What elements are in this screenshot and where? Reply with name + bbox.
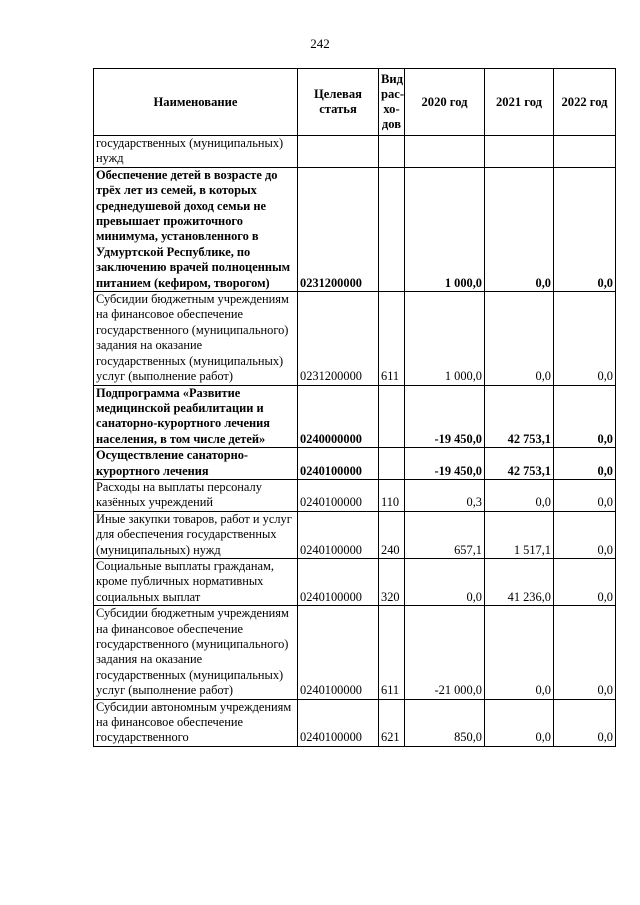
row-2020: -19 450,0 (405, 385, 485, 448)
row-2020: -19 450,0 (405, 448, 485, 480)
row-2021: 0,0 (485, 292, 554, 385)
row-name: Расходы на выплаты персоналу казённых учреждений (94, 479, 298, 511)
row-target-code (298, 136, 379, 168)
row-2020: -21 000,0 (405, 606, 485, 699)
row-name: Субсидии автономным учреждениям на финансовое обеспечение государственного (94, 699, 298, 746)
row-expense-kind (379, 136, 405, 168)
row-2022 (554, 136, 616, 168)
row-target-code: 0240100000 (298, 479, 379, 511)
row-expense-kind: 110 (379, 479, 405, 511)
row-target-code: 0231200000 (298, 167, 379, 291)
budget-table (93, 68, 616, 747)
row-target-code: 0240100000 (298, 511, 379, 558)
table-row (94, 167, 616, 291)
row-expense-kind: 621 (379, 699, 405, 746)
table-row (94, 511, 616, 558)
row-2022: 0,0 (554, 511, 616, 558)
row-2020: 657,1 (405, 511, 485, 558)
row-expense-kind (379, 448, 405, 480)
row-2020: 1 000,0 (405, 167, 485, 291)
table-row (94, 136, 616, 168)
row-2020: 850,0 (405, 699, 485, 746)
row-2020 (405, 136, 485, 168)
page-number: 242 (310, 36, 330, 51)
table-row (94, 292, 616, 385)
row-target-code: 0240100000 (298, 448, 379, 480)
row-2022: 0,0 (554, 558, 616, 605)
table-header-row (94, 69, 616, 136)
row-expense-kind: 320 (379, 558, 405, 605)
row-2022: 0,0 (554, 385, 616, 448)
table-row (94, 385, 616, 448)
row-name: Субсидии бюджетным учреждениям на финансовое обеспечение государственного (муниципального) задания на оказание государственных (муниципальных) услуг (выполнение работ) (94, 292, 298, 385)
table-row (94, 558, 616, 605)
row-name: Осуществление санаторно-курортного лечения (94, 448, 298, 480)
row-2021: 0,0 (485, 606, 554, 699)
row-2021 (485, 136, 554, 168)
header-target-article: Целевая статья (298, 69, 379, 136)
table-row (94, 479, 616, 511)
row-name: Социальные выплаты гражданам, кроме публичных нормативных социальных выплат (94, 558, 298, 605)
row-2020: 0,3 (405, 479, 485, 511)
row-name: Субсидии бюджетным учреждениям на финансовое обеспечение государственного (муниципального) задания на оказание государственных (муниципальных) услуг (выполнение работ) (94, 606, 298, 699)
row-target-code: 0240100000 (298, 558, 379, 605)
row-2020: 1 000,0 (405, 292, 485, 385)
row-target-code: 0240100000 (298, 606, 379, 699)
row-expense-kind: 240 (379, 511, 405, 558)
row-expense-kind (379, 167, 405, 291)
row-2022: 0,0 (554, 292, 616, 385)
row-name: Обеспечение детей в возрасте до трёх лет из семей, в которых среднедушевой доход семьи не превышает прожиточного минимума, установленного в Удмуртской Республике, по заключению врачей полноценным питанием (кефиром, творогом) (94, 167, 298, 291)
row-target-code: 0240100000 (298, 699, 379, 746)
row-2021: 0,0 (485, 699, 554, 746)
row-2021: 42 753,1 (485, 385, 554, 448)
header-2020: 2020 год (405, 69, 485, 136)
row-2022: 0,0 (554, 606, 616, 699)
row-expense-kind (379, 385, 405, 448)
row-target-code: 0231200000 (298, 292, 379, 385)
row-2021: 42 753,1 (485, 448, 554, 480)
row-2021: 0,0 (485, 167, 554, 291)
row-name: государственных (муниципальных) нужд (94, 136, 298, 168)
header-2021: 2021 год (485, 69, 554, 136)
row-name: Иные закупки товаров, работ и услуг для обеспечения государственных (муниципальных) нужд (94, 511, 298, 558)
row-2021: 41 236,0 (485, 558, 554, 605)
table-row (94, 448, 616, 480)
header-name: Наименование (94, 69, 298, 136)
row-expense-kind: 611 (379, 606, 405, 699)
row-2021: 0,0 (485, 479, 554, 511)
header-2022: 2022 год (554, 69, 616, 136)
row-2022: 0,0 (554, 448, 616, 480)
row-2022: 0,0 (554, 479, 616, 511)
table-row (94, 606, 616, 699)
row-2020: 0,0 (405, 558, 485, 605)
row-2021: 1 517,1 (485, 511, 554, 558)
header-expense-kind: Вид рас-хо-дов (379, 69, 405, 136)
row-name: Подпрограмма «Развитие медицинской реабилитации и санаторно-курортного лечения населения, в том числе детей» (94, 385, 298, 448)
row-2022: 0,0 (554, 699, 616, 746)
row-expense-kind: 611 (379, 292, 405, 385)
row-2022: 0,0 (554, 167, 616, 291)
row-target-code: 0240000000 (298, 385, 379, 448)
table-row (94, 699, 616, 746)
